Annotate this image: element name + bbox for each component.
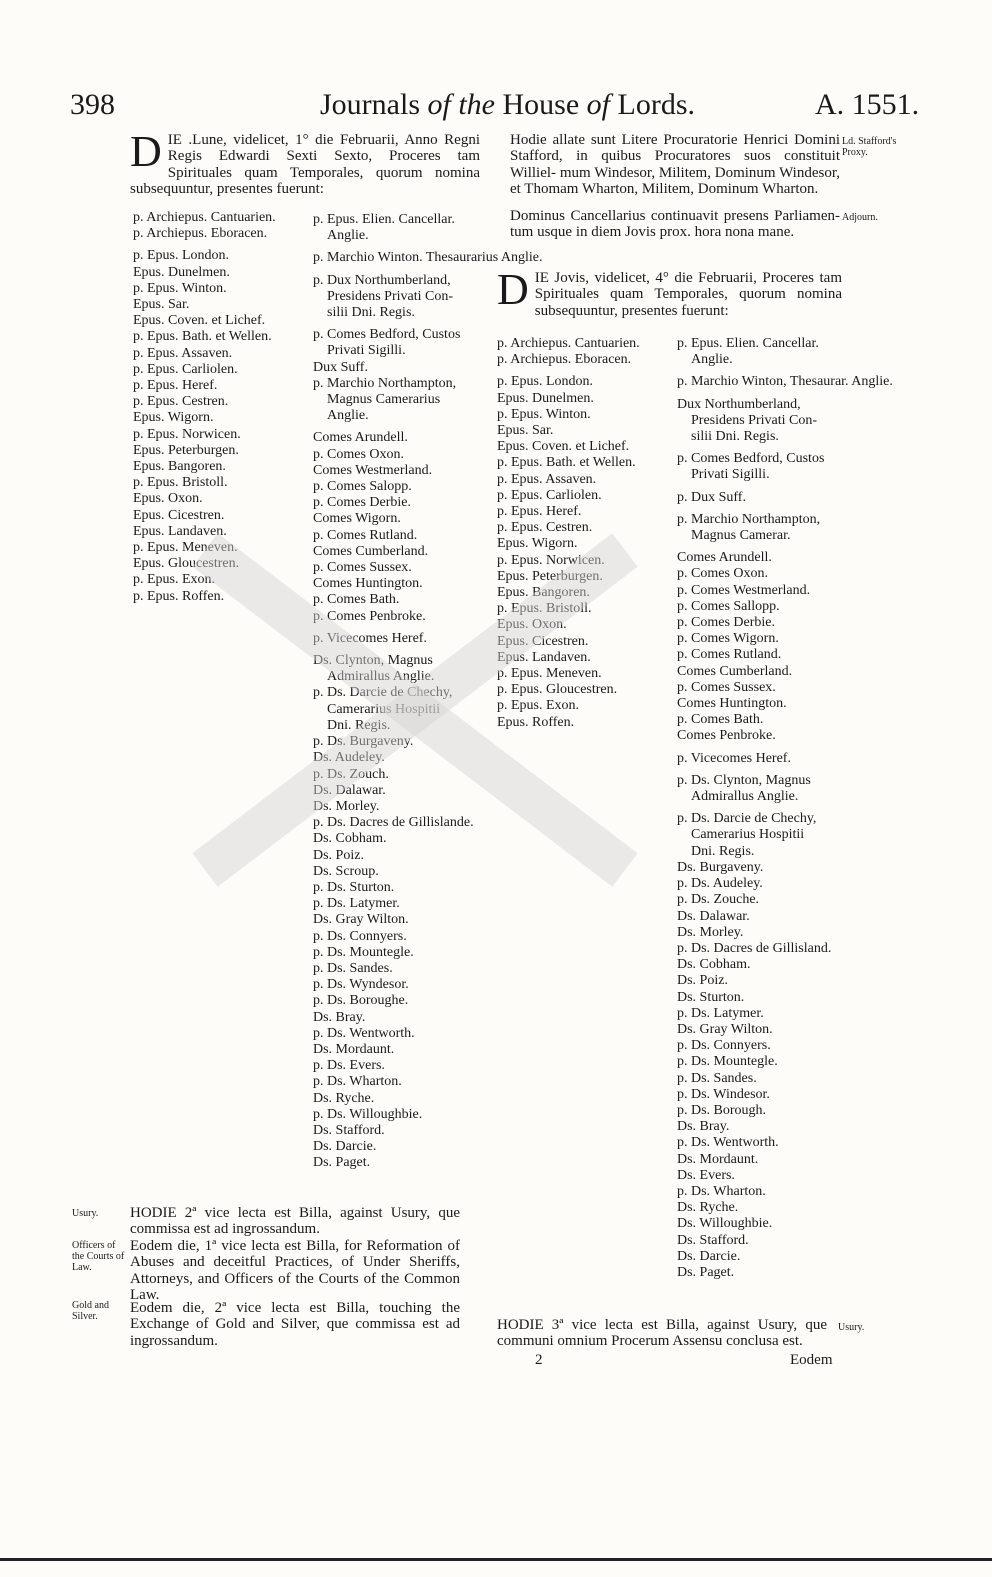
- attendee-entry: Magnus Camerarius: [327, 392, 441, 408]
- attendee-entry: Epus. Cicestren.: [133, 507, 225, 523]
- attendee-entry: Epus. Oxon.: [133, 491, 203, 507]
- attendee-entry: p. Comes Sussex.: [677, 679, 776, 695]
- attendee-entry: p. Ds. Wentworth.: [677, 1135, 779, 1151]
- attendee-entry: Ds. Ryche.: [313, 1090, 375, 1106]
- attendee-entry: p. Ds. Audeley.: [677, 876, 763, 892]
- attendee-entry: Epus. Sar.: [497, 423, 554, 439]
- attendee-entry: Ds. Ryche.: [677, 1200, 739, 1216]
- attendee-entry: p. Epus. Cestren.: [133, 394, 229, 410]
- attendee-entry: p. Comes Bedford, Custos: [313, 327, 461, 343]
- attendee-entry: Comes Cumberland.: [677, 663, 793, 679]
- attendee-entry: Dni. Regis.: [691, 843, 755, 859]
- attendee-entry: p. Ds. Darcie de Chechy,: [313, 685, 453, 701]
- attendee-entry: Ds. Darcie.: [677, 1248, 741, 1264]
- attendee-entry: p. Ds. Connyers.: [677, 1038, 771, 1054]
- attendee-entry: p. Epus. Assaven.: [133, 345, 233, 361]
- attendee-entry: p. Epus. Assaven.: [497, 471, 597, 487]
- attendee-entry: p. Dux Northumberland,: [313, 272, 451, 288]
- attendee-entry: p. Archiepus. Eboracen.: [497, 352, 632, 368]
- attendee-entry: p. Ds. Wentworth.: [313, 1025, 415, 1041]
- attendee-entry: Ds. Cobham.: [313, 831, 387, 847]
- attendee-entry: Ds. Audeley.: [313, 750, 385, 766]
- attendee-entry: Camerarius Hospitii: [327, 701, 441, 717]
- attendee-entry: Ds. Clynton, Magnus: [313, 653, 433, 669]
- attendee-entry: p. Epus. Bath. et Wellen.: [497, 455, 636, 471]
- attendee-entry: p. Ds. Dacres de Gillisland.: [677, 940, 832, 956]
- attendee-entry: p. Epus. Winton.: [133, 280, 227, 296]
- attendee-entry: p. Epus. Elien. Cancellar.: [313, 212, 455, 227]
- attendee-entry: p. Ds. Clynton, Magnus: [677, 772, 811, 788]
- attendee-entry: p. Epus. Gloucestren.: [497, 682, 618, 698]
- left-attendance-col1: [133, 210, 303, 605]
- attendee-entry: p. Ds. Mountegle.: [313, 944, 414, 960]
- page-title: Journals of the House of Lords.: [320, 88, 695, 121]
- attendee-entry: Epus. Cicestren.: [497, 633, 589, 649]
- attendee-entry: p. Epus. Carliolen.: [497, 487, 602, 503]
- attendee-entry: p. Ds. Zouche.: [677, 892, 760, 908]
- attendee-entry: Anglie.: [327, 408, 369, 424]
- attendee-entry: Ds. Burgaveny.: [677, 859, 764, 875]
- attendee-entry: Ds. Morley.: [313, 798, 380, 814]
- attendee-entry: Epus. Dunelmen.: [497, 390, 594, 406]
- attendee-entry: silii Dni. Regis.: [327, 305, 415, 321]
- attendee-entry: p. Epus. Roffen.: [133, 588, 225, 604]
- margin-note-usury-right: Usury.: [838, 1322, 865, 1333]
- attendee-entry: p. Ds. Dacres de Gillislande.: [313, 815, 474, 831]
- attendee-entry: p. Ds. Connyers.: [313, 928, 407, 944]
- attendee-entry: p. Archiepus. Cantuarien.: [133, 210, 276, 225]
- attendee-entry: p. Epus. Meneven.: [497, 666, 602, 682]
- attendee-entry: Dni. Regis.: [327, 717, 391, 733]
- attendee-entry: p. Ds. Evers.: [313, 1058, 385, 1074]
- catchword: Eodem: [790, 1352, 833, 1368]
- adjourn-entry: Dominus Cancellarius continuavit presens Parliamen- tum usque in diem Jovis prox. hora nona mane.: [510, 208, 840, 241]
- attendee-entry: p. Archiepus. Cantuarien.: [497, 336, 640, 351]
- attendee-entry: Presidens Privati Con-: [327, 288, 453, 304]
- attendee-entry: Epus. Sar.: [133, 297, 190, 313]
- attendee-entry: Epus. Landaven.: [133, 523, 227, 539]
- attendee-entry: Ds. Darcie.: [313, 1139, 377, 1155]
- attendee-entry: Comes Wigorn.: [313, 511, 401, 527]
- attendee-entry: Ds. Gray Wilton.: [677, 1021, 773, 1037]
- margin-note-officers: Officers of the Courts of Law.: [72, 1240, 125, 1273]
- attendee-entry: Privati Sigilli.: [327, 343, 406, 359]
- attendee-entry: p. Epus. Cestren.: [497, 520, 593, 536]
- attendee-entry: p. Ds. Zouch.: [313, 766, 389, 782]
- attendee-entry: p. Vicecomes Heref.: [313, 630, 427, 646]
- attendee-entry: Ds. Gray Wilton.: [313, 912, 409, 928]
- attendee-entry: Epus. Wigorn.: [133, 410, 214, 426]
- attendee-entry: Ds. Paget.: [313, 1155, 371, 1171]
- drop-cap: D: [130, 127, 162, 176]
- margin-note-adjourn: Adjourn.: [842, 212, 878, 223]
- attendee-entry: Ds. Cobham.: [677, 957, 751, 973]
- proxy-entry: Hodie allate sunt Litere Procuratorie Henrici Domini Stafford, in quibus Procuratores suos constituit Williel- mum Windesor, Militem, Dominum Windesor, et Thomam Wharton, Militem, Dominum Wharton.: [510, 132, 840, 197]
- attendee-entry: p. Vicecomes Heref.: [677, 750, 791, 766]
- right-intro: DIE Jovis, videlicet, 4° die Februarii, Proceres tam Spirituales quam Temporales, quorum nomina subsequuntur, presentes fuerunt:: [497, 265, 842, 319]
- attendee-entry: p. Marchio Northampton,: [313, 375, 457, 391]
- attendee-entry: p. Comes Penbroke.: [313, 608, 426, 624]
- attendee-entry: p. Ds. Sandes.: [677, 1070, 757, 1086]
- attendee-entry: p. Epus. Heref.: [133, 378, 218, 394]
- usury-entry-left: HODIE 2ª vice lecta est Billa, against Usury, que commissa est ad ingrossandum.: [130, 1205, 460, 1238]
- attendee-entry: p. Ds. Latymer.: [313, 896, 400, 912]
- attendee-entry: p. Ds. Borough.: [677, 1102, 767, 1118]
- attendee-entry: p. Comes Rutland.: [677, 647, 782, 663]
- attendee-entry: p. Comes Derbie.: [313, 495, 411, 511]
- attendee-entry: Epus. Roffen.: [497, 714, 575, 730]
- attendee-entry: p. Ds. Latymer.: [677, 1005, 764, 1021]
- right-attendance-col2: [677, 336, 893, 1281]
- attendee-entry: p. Epus. Elien. Cancellar.: [677, 336, 819, 351]
- attendee-entry: p. Comes Bath.: [313, 592, 400, 608]
- attendee-entry: Comes Huntington.: [313, 576, 423, 592]
- attendee-entry: p. Epus. Norwicen.: [133, 426, 241, 442]
- attendee-entry: p. Ds. Sturton.: [313, 879, 395, 895]
- attendee-entry: Comes Arundell.: [677, 550, 772, 566]
- attendee-entry: Dux Suff.: [313, 359, 368, 375]
- attendee-entry: p. Epus. Meneven.: [133, 540, 238, 556]
- attendee-entry: Comes Westmerland.: [313, 462, 433, 478]
- year-heading: A. 1551.: [815, 88, 920, 121]
- bottom-rule: [0, 1558, 992, 1561]
- attendee-entry: Ds. Paget.: [677, 1264, 735, 1280]
- attendee-entry: Epus. Peterburgen.: [133, 442, 239, 458]
- margin-note-usury: Usury.: [72, 1208, 99, 1219]
- attendee-entry: p. Epus. Heref.: [497, 504, 582, 520]
- attendee-entry: Ds. Dalawar.: [677, 908, 750, 924]
- attendee-entry: Privati Sigilli.: [691, 467, 770, 483]
- attendee-entry: p. Ds. Boroughe.: [313, 993, 409, 1009]
- attendee-entry: Camerarius Hospitii: [691, 827, 805, 843]
- attendee-entry: Magnus Camerar.: [691, 528, 791, 544]
- attendee-entry: p. Comes Bedford, Custos: [677, 451, 825, 467]
- attendee-entry: Comes Huntington.: [677, 696, 787, 712]
- attendee-entry: Comes Penbroke.: [677, 728, 776, 744]
- attendee-entry: p. Epus. Exon.: [133, 572, 216, 588]
- attendee-entry: p. Ds. Wharton.: [313, 1074, 402, 1090]
- attendee-entry: Ds. Sturton.: [677, 989, 745, 1005]
- usury-entry-right: HODIE 3ª vice lecta est Billa, against Usury, que communi omnium Procerum Assensu conclusa est.: [497, 1317, 827, 1350]
- attendee-entry: Epus. Gloucestren.: [133, 556, 240, 572]
- attendee-entry: p. Dux Suff.: [677, 489, 746, 505]
- attendee-entry: Ds. Morley.: [677, 924, 744, 940]
- attendee-entry: Presidens Privati Con-: [691, 412, 817, 428]
- attendee-entry: Dux Northumberland,: [677, 396, 801, 412]
- attendee-entry: p. Ds. Burgaveny.: [313, 734, 414, 750]
- officers-entry: Eodem die, 1ª vice lecta est Billa, for Reformation of Abuses and deceitful Practices, of Under Sheriffs, Attorneys, and Officers of the Courts of the Common Law.: [130, 1238, 460, 1303]
- attendee-entry: p. Epus. Bath. et Wellen.: [133, 329, 272, 345]
- attendee-entry: p. Ds. Wharton.: [677, 1183, 766, 1199]
- attendee-entry: p. Ds. Sandes.: [313, 960, 393, 976]
- attendee-entry: p. Epus. London.: [133, 248, 230, 264]
- attendee-entry: Anglie.: [327, 228, 369, 244]
- attendee-entry: Epus. Bangoren.: [133, 459, 226, 475]
- attendee-entry: Ds. Poiz.: [677, 973, 728, 989]
- attendee-entry: p. Ds. Wyndesor.: [313, 977, 409, 993]
- attendee-entry: Ds. Mordaunt.: [313, 1041, 395, 1057]
- attendee-entry: Comes Arundell.: [313, 430, 408, 446]
- attendee-entry: p. Epus. Carliolen.: [133, 361, 238, 377]
- attendee-entry: p. Marchio Winton, Thesaurar. Anglie.: [677, 374, 893, 390]
- attendee-entry: p. Comes Rutland.: [313, 527, 418, 543]
- attendee-entry: p. Epus. Bristoll.: [133, 475, 228, 491]
- right-attendance-col1: [497, 336, 672, 731]
- attendee-entry: p. Comes Sallopp.: [677, 598, 780, 614]
- attendee-entry: p. Comes Salopp.: [313, 479, 412, 495]
- attendee-entry: Admirallus Anglie.: [327, 669, 435, 685]
- attendee-entry: Epus. Oxon.: [497, 617, 567, 633]
- attendee-entry: Epus. Coven. et Lichef.: [497, 439, 630, 455]
- attendee-entry: p. Marchio Winton. Thesaurarius Anglie.: [313, 250, 543, 266]
- attendee-entry: Ds. Mordaunt.: [677, 1151, 759, 1167]
- margin-note-gold: Gold and Silver.: [72, 1300, 109, 1322]
- attendee-entry: p. Comes Oxon.: [677, 566, 768, 582]
- gold-entry: Eodem die, 2ª vice lecta est Billa, touching the Exchange of Gold and Silver, que commissa est ad ingrossandum.: [130, 1300, 460, 1349]
- attendee-entry: Ds. Scroup.: [313, 863, 379, 879]
- attendee-entry: silii Dni. Regis.: [691, 429, 779, 445]
- attendee-entry: Epus. Wigorn.: [497, 536, 578, 552]
- attendee-entry: Ds. Stafford.: [677, 1232, 749, 1248]
- attendee-entry: Ds. Bray.: [313, 1009, 366, 1025]
- attendee-entry: Ds. Stafford.: [313, 1122, 385, 1138]
- attendee-entry: Epus. Bangoren.: [497, 585, 590, 601]
- attendee-entry: p. Epus. Exon.: [497, 698, 580, 714]
- attendee-entry: Ds. Poiz.: [313, 847, 364, 863]
- attendee-entry: Epus. Coven. et Lichef.: [133, 313, 266, 329]
- attendee-entry: p. Ds. Willoughbie.: [313, 1106, 423, 1122]
- attendee-entry: p. Comes Bath.: [677, 712, 764, 728]
- attendee-entry: Epus. Peterburgen.: [497, 568, 603, 584]
- attendee-entry: Ds. Dalawar.: [313, 782, 386, 798]
- left-intro: DIE .Lune, videlicet, 1° die Februarii, Anno Regni Regis Edwardi Sexti Sexto, Proceres tam Spirituales quam Temporales, quorum nomina subsequuntur, presentes fuerunt:: [130, 127, 480, 197]
- attendee-entry: p. Archiepus. Eboracen.: [133, 226, 268, 242]
- attendee-entry: p. Comes Westmerland.: [677, 582, 811, 598]
- attendee-entry: p. Epus. Bristoll.: [497, 601, 592, 617]
- attendee-entry: p. Epus. Winton.: [497, 406, 591, 422]
- attendee-entry: Ds. Evers.: [677, 1167, 735, 1183]
- drop-cap: D: [497, 265, 529, 314]
- margin-note-proxy: Ld. Stafford's Proxy.: [842, 136, 897, 158]
- attendee-entry: p. Ds. Windesor.: [677, 1086, 770, 1102]
- attendee-entry: p. Comes Derbie.: [677, 615, 775, 631]
- attendee-entry: Comes Cumberland.: [313, 543, 429, 559]
- signature-mark: 2: [535, 1352, 543, 1368]
- attendee-entry: Anglie.: [691, 352, 733, 368]
- attendee-entry: p. Ds. Mountegle.: [677, 1054, 778, 1070]
- attendee-entry: Epus. Dunelmen.: [133, 264, 230, 280]
- attendee-entry: Epus. Landaven.: [497, 649, 591, 665]
- attendee-entry: Admirallus Anglie.: [691, 789, 799, 805]
- attendee-entry: p. Epus. Norwicen.: [497, 552, 605, 568]
- attendee-entry: p. Comes Wigorn.: [677, 631, 779, 647]
- attendee-entry: p. Comes Oxon.: [313, 446, 404, 462]
- attendee-entry: p. Ds. Darcie de Chechy,: [677, 811, 817, 827]
- page-number: 398: [70, 88, 115, 121]
- attendee-entry: Ds. Bray.: [677, 1119, 730, 1135]
- attendee-entry: p. Comes Sussex.: [313, 560, 412, 576]
- attendee-entry: p. Epus. London.: [497, 374, 594, 390]
- attendee-entry: p. Marchio Northampton,: [677, 511, 821, 527]
- attendee-entry: Ds. Willoughbie.: [677, 1216, 773, 1232]
